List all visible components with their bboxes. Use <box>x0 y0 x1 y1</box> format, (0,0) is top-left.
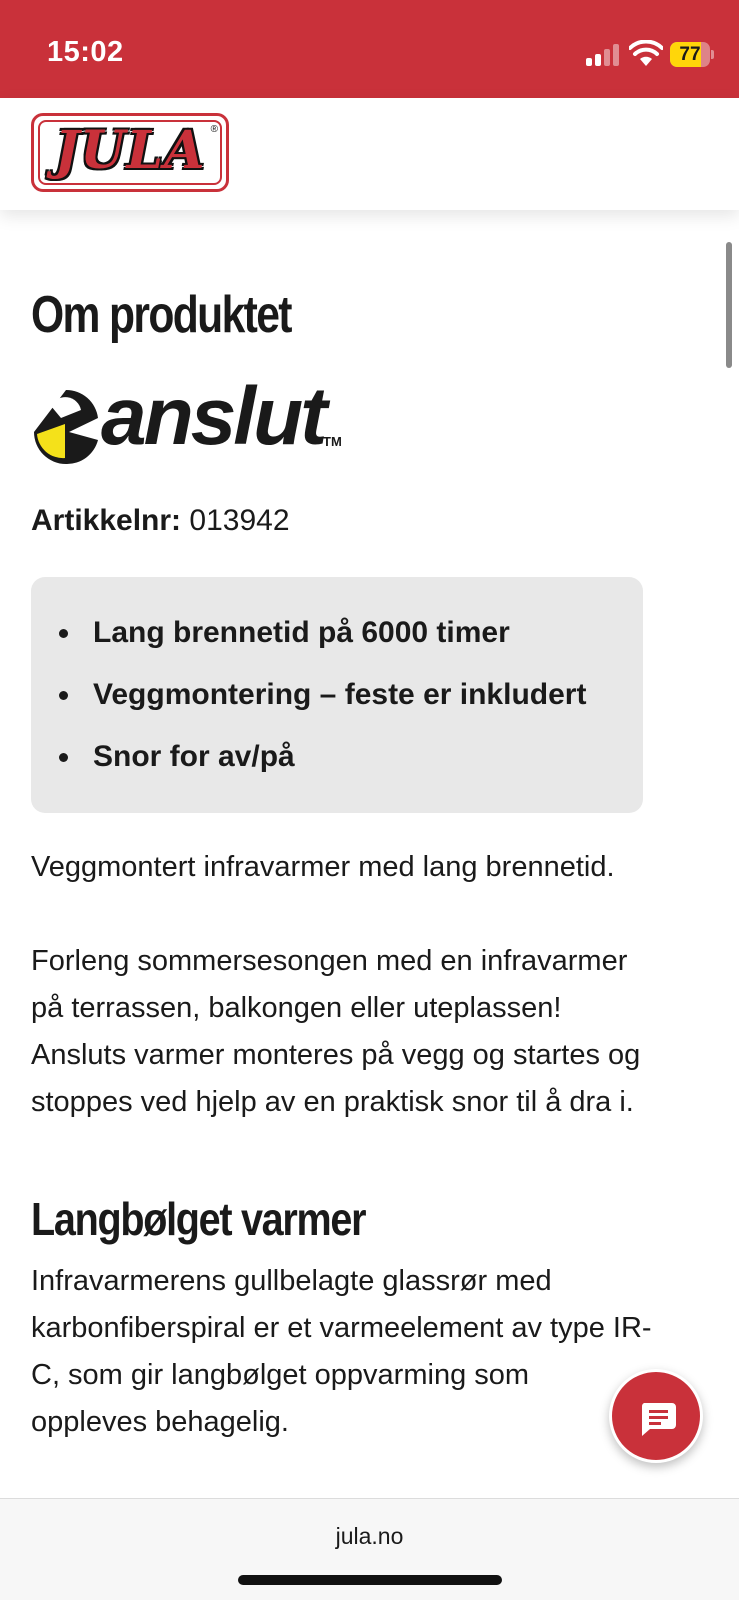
product-intro: Veggmontert infravarmer med lang brennetid. <box>31 851 615 883</box>
url-text[interactable]: jula.no <box>335 1523 404 1549</box>
status-time: 15:02 <box>47 36 124 68</box>
description-line: stoppes ved hjelp av en praktisk snor til å dra i. <box>31 1086 634 1118</box>
site-header <box>0 98 739 210</box>
battery-level: 77 <box>679 44 701 65</box>
signal-icon <box>586 44 622 66</box>
description-line: Forleng sommersesongen med en infravarmer <box>31 945 628 977</box>
article-value: 013942 <box>189 504 290 537</box>
chat-icon <box>638 1399 678 1439</box>
section-heading: Om produktet <box>31 286 291 344</box>
brand-name: anslut <box>101 371 325 462</box>
article-label: Artikkelnr: <box>31 504 182 537</box>
anslut-logo-icon <box>31 388 101 466</box>
browser-url-bar[interactable] <box>0 1498 739 1600</box>
scrollbar[interactable] <box>726 242 732 368</box>
description-line: Ansluts varmer monteres på vegg og startes og <box>31 1039 641 1071</box>
article-number <box>31 504 290 538</box>
brand-tm: TM <box>323 434 342 449</box>
sub-description-line: Infravarmerens gullbelagte glassrør med <box>31 1265 552 1297</box>
battery-icon <box>670 42 714 67</box>
brand-logo <box>31 371 351 466</box>
sub-description-line: karbonfiberspiral er et varmeelement av type IR- <box>31 1312 652 1344</box>
sub-description-line: oppleves behagelig. <box>31 1406 289 1438</box>
subsection-heading: Langbølget varmer <box>31 1193 366 1245</box>
home-indicator[interactable] <box>238 1575 502 1585</box>
sub-description-line: C, som gir langbølget oppvarming som <box>31 1359 530 1391</box>
chat-button[interactable] <box>609 1369 703 1463</box>
status-bar <box>0 0 739 98</box>
description-line: på terrassen, balkongen eller uteplassen! <box>31 992 562 1024</box>
jula-logo[interactable]: JULA ® <box>31 113 229 192</box>
wifi-icon <box>629 40 663 68</box>
logo-text: JULA <box>54 120 206 181</box>
